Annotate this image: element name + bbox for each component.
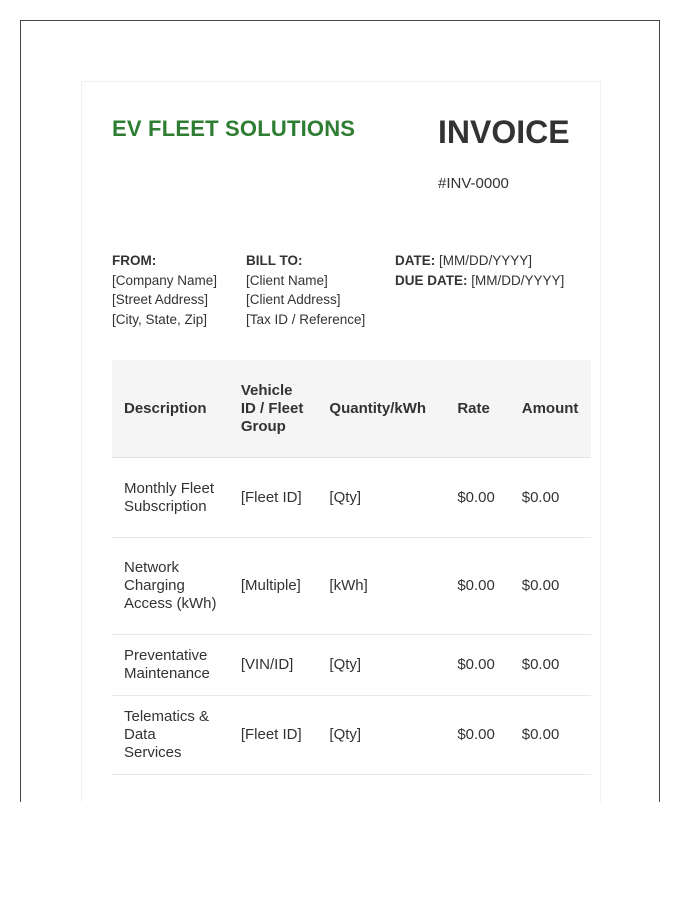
cell-quantity: [Qty] bbox=[317, 458, 445, 538]
table-row bbox=[112, 696, 591, 775]
cell-description: Preventative Maintenance bbox=[112, 635, 229, 696]
cell-amount: $0.00 bbox=[510, 458, 591, 538]
from-label: FROM: bbox=[112, 253, 157, 268]
cell-amount: $0.00 bbox=[510, 696, 591, 775]
cell-rate: $0.00 bbox=[445, 538, 509, 635]
cell-vehicle-id: [Multiple] bbox=[229, 538, 318, 635]
cell-vehicle-id: [Fleet ID] bbox=[229, 696, 318, 775]
cell-description: Telematics & Data Services bbox=[112, 696, 229, 775]
header-quantity: Quantity/kWh bbox=[317, 360, 445, 458]
cell-quantity: [kWh] bbox=[317, 538, 445, 635]
from-city-state-zip: [City, State, Zip] bbox=[112, 311, 208, 327]
cell-description: Monthly Fleet Subscription bbox=[112, 458, 229, 538]
bill-to-label: BILL TO: bbox=[246, 253, 303, 268]
header-vehicle-id: Vehicle ID / Fleet Group bbox=[229, 360, 318, 458]
due-date-label: DUE DATE: bbox=[395, 272, 468, 288]
bill-to-tax-id: [Tax ID / Reference] bbox=[246, 311, 366, 327]
header-rate: Rate bbox=[445, 360, 509, 458]
cell-amount: $0.00 bbox=[510, 635, 591, 696]
table-row bbox=[112, 538, 591, 635]
bill-to-client-address: [Client Address] bbox=[246, 292, 341, 307]
cell-quantity: [Qty] bbox=[317, 696, 445, 775]
cell-vehicle-id: [VIN/ID] bbox=[229, 635, 318, 696]
bill-to-client-name: [Client Name] bbox=[246, 272, 328, 288]
date-value: [MM/DD/YYYY] bbox=[439, 253, 533, 268]
from-street-address: [Street Address] bbox=[112, 292, 209, 307]
from-block bbox=[112, 251, 217, 329]
invoice-title: INVOICE bbox=[438, 114, 570, 150]
table-row bbox=[112, 635, 591, 696]
line-items-table bbox=[112, 360, 591, 775]
date-label: DATE: bbox=[395, 253, 436, 268]
due-date-value: [MM/DD/YYYY] bbox=[471, 272, 565, 288]
header-amount: Amount bbox=[510, 360, 591, 458]
cell-rate: $0.00 bbox=[445, 635, 509, 696]
invoice-number: #INV-0000 bbox=[438, 175, 509, 192]
table-row bbox=[112, 458, 591, 538]
cell-quantity: [Qty] bbox=[317, 635, 445, 696]
cell-rate: $0.00 bbox=[445, 458, 509, 538]
header-description: Description bbox=[112, 360, 229, 458]
dates-block bbox=[395, 251, 564, 290]
cell-amount: $0.00 bbox=[510, 538, 591, 635]
from-company-name: [Company Name] bbox=[112, 272, 218, 288]
cell-rate: $0.00 bbox=[445, 696, 509, 775]
bill-to-block bbox=[246, 251, 365, 329]
cell-vehicle-id: [Fleet ID] bbox=[229, 458, 318, 538]
cell-description: Network Charging Access (kWh) bbox=[112, 538, 229, 635]
company-brand-name: EV FLEET SOLUTIONS bbox=[112, 116, 356, 141]
table-header-row bbox=[112, 360, 591, 458]
